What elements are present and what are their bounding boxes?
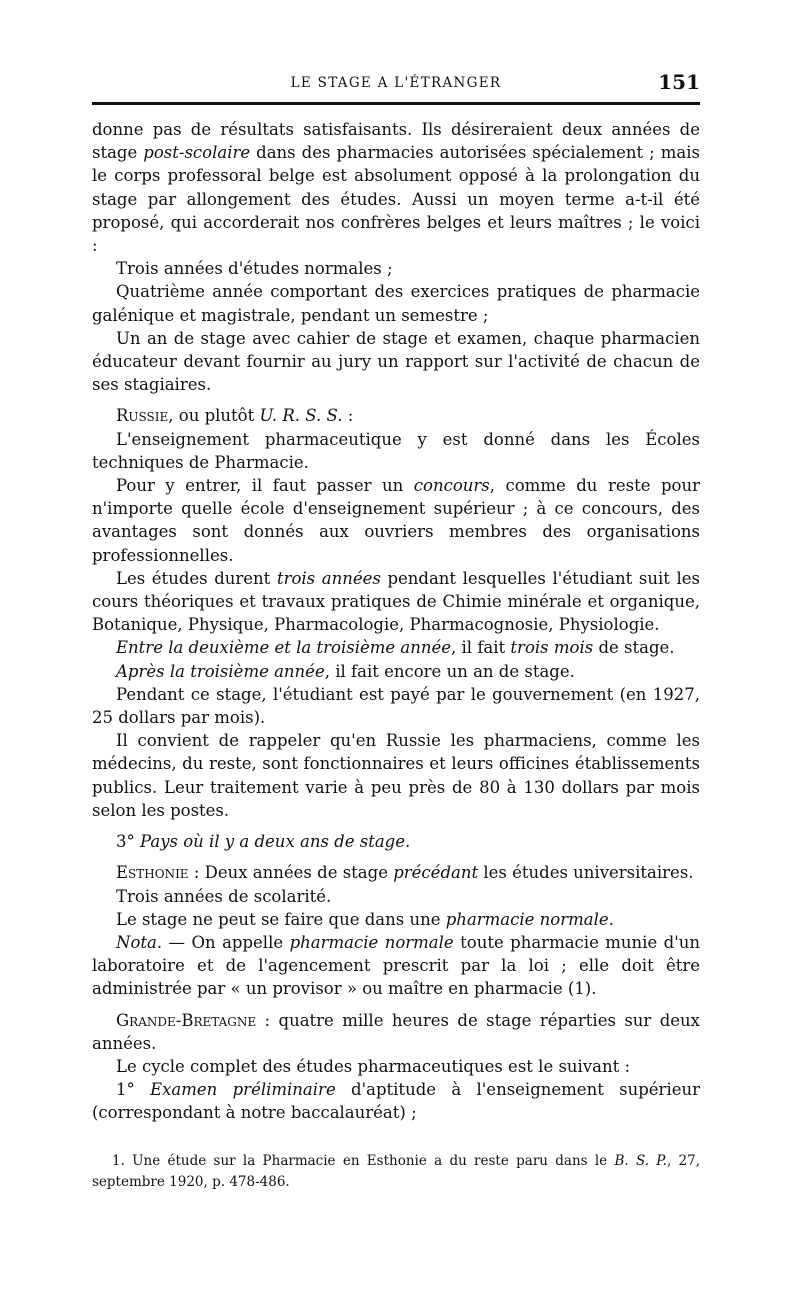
paragraph: Pour y entrer, il faut passer un concours, comme du reste pour n'importe quelle école d'enseignement supérieur ; à ce concours, des avantages sont donnés aux ouvriers membres des organisations professionnelles.: [92, 476, 700, 565]
footnote: 1. Une étude sur la Pharmacie en Esthonie a du reste paru dans le B. S. P., 27, septembre 1920, p. 478-486.: [92, 1153, 700, 1190]
paragraph: Trois années d'études normales ;: [116, 259, 393, 279]
paragraph: Il convient de rappeler qu'en Russie les pharmaciens, comme les médecins, du reste, sont fonctionnaires et leurs officines établissements publics. Leur traitement varie à peu près de 80 à 130 dollars par mois selon les postes.: [92, 731, 700, 820]
page-number: 151: [658, 70, 700, 94]
paragraph: L'enseignement pharmaceutique y est donné dans les Écoles techniques de Pharmacie.: [92, 429, 700, 472]
running-title: LE STAGE A L'ÉTRANGER: [290, 75, 502, 91]
paragraph: Trois années de scolarité.: [116, 886, 332, 906]
paragraph: Quatrième année comportant des exercices pratiques de pharmacie galénique et magistrale, pendant un semestre ;: [92, 282, 700, 325]
paragraph: Nota. — On appelle pharmacie normale toute pharmacie munie d'un laboratoire et de l'agencement prescrit par la loi ; elle doit être administrée par « un provisor » ou maître en pharmacie (1).: [92, 932, 701, 999]
paragraph: Pendant ce stage, l'étudiant est payé par le gouvernement (en 1927, 25 dollars par mois).: [92, 684, 700, 728]
paragraph: Grande-Bretagne : quatre mille heures de stage réparties sur deux années.: [92, 1010, 700, 1053]
paragraph: Les études durent trois années pendant lesquelles l'étudiant suit les cours théoriques et travaux pratiques de Chimie minérale et organique, Botanique, Physique, Pharmacologie, Pharmacognosie, Physiologie.: [92, 568, 701, 635]
paragraph: Entre la deuxième et la troisième année, il fait trois mois de stage.: [116, 638, 675, 658]
paragraph: Le cycle complet des études pharmaceutiques est le suivant :: [116, 1056, 631, 1076]
paragraph: 1° Examen préliminaire d'aptitude à l'enseignement supérieur (correspondant à notre baccalauréat) ;: [92, 1080, 701, 1123]
paragraph: donne pas de résultats satisfaisants. Ils désireraient deux années de stage post-scolaire dans des pharmacies autorisées spécialement ; mais le corps professoral belge est absolument opposé à la prolongation du stage par allongement des études. Aussi un moyen terme a-t-il été proposé, qui accorderait nos confrères belges et leurs maîtres ; le voici :: [92, 120, 700, 256]
page-header: [92, 70, 700, 96]
footnote-reference: (1): [567, 979, 592, 999]
body-text: [92, 118, 700, 1125]
paragraph: Le stage ne peut se faire que dans une pharmacie normale.: [116, 909, 614, 929]
paragraph: Esthonie : Deux années de stage précédant les études universitaires.: [116, 863, 694, 883]
header-rule: [92, 102, 700, 105]
section-heading-russia: Russie, ou plutôt U. R. S. S. :: [116, 406, 354, 426]
paragraph: Un an de stage avec cahier de stage et examen, chaque pharmacien éducateur devant fournir au jury un rapport sur l'activité de chacun de ses stagiaires.: [92, 328, 700, 395]
section-heading-3: 3° Pays où il y a deux ans de stage.: [116, 832, 411, 852]
paragraph: Après la troisième année, il fait encore un an de stage.: [116, 661, 575, 681]
